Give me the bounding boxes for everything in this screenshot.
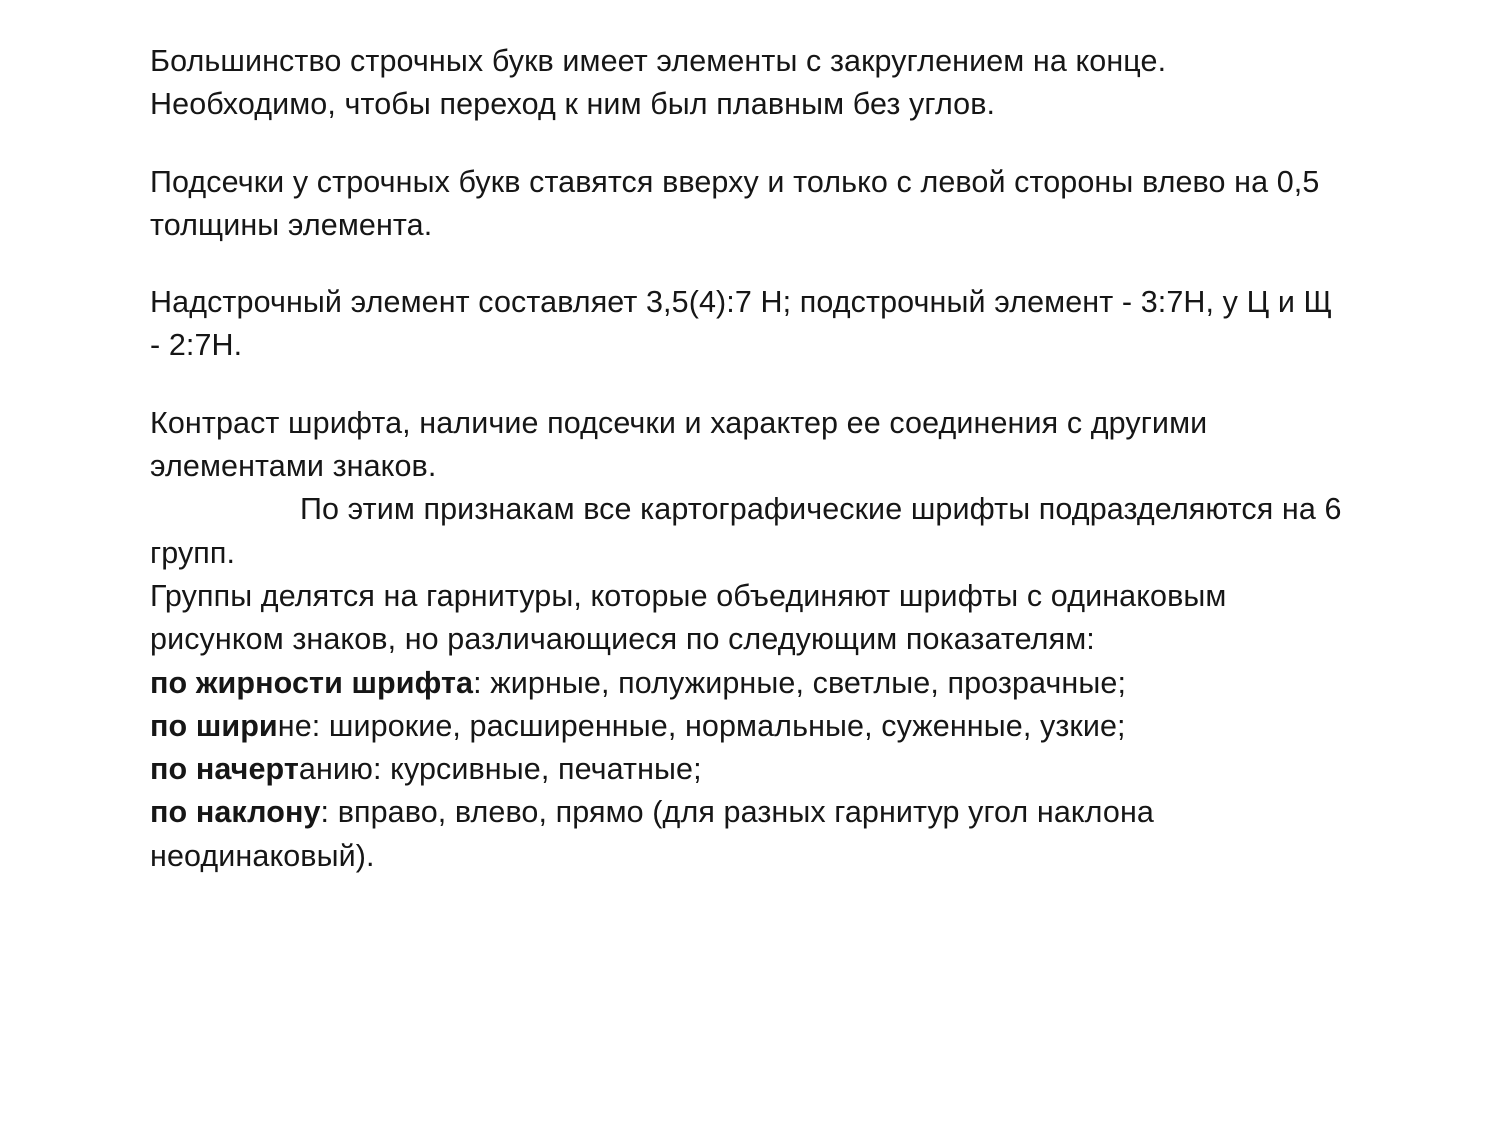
criterion-width-values: не: широкие, расширенные, нормальные, суженные, узкие; [277,708,1126,743]
criterion-slant-values: : вправо, влево, прямо (для разных гарнитур угол наклона неодинаковый). [150,795,1154,873]
paragraph-ascender-descender: Надстрочный элемент составляет 3,5(4):7 Н; подстрочный элемент - 3:7Н, у Ц и Щ - 2:7Н. [150,285,1333,363]
criterion-style-label: по начерт [150,752,299,787]
groups-count-text: По этим признакам все картографические шрифты подразделяются на 6 групп. [150,492,1342,570]
criterion-slant [150,791,1350,878]
paragraph-groups-count [150,488,1350,575]
criterion-slant-label: по наклону [150,795,321,830]
paragraph-serifs: Подсечки у строчных букв ставятся вверху и только с левой стороны влево на 0,5 толщины элемента. [150,164,1320,242]
paragraph-groups-intro: Группы делятся на гарнитуры, которые объединяют шрифты с одинаковым рисунком знаков, но различающиеся по следующим показателям: [150,578,1227,657]
paragraph-contrast: Контраст шрифта, наличие подсечки и характер ее соединения с другими элементами знаков. [150,405,1208,484]
criterion-width-label: по шири [150,708,278,743]
criterion-weight [150,662,1350,705]
criterion-weight-values: : жирные, полужирные, светлые, прозрачные; [473,665,1127,700]
criterion-style [150,748,1350,791]
paragraph-rounded-elements: Большинство строчных букв имеет элементы с закруглением на конце. Необходимо, чтобы переход к ним был плавным без углов. [150,44,1167,122]
slide-body [150,40,1350,878]
criterion-weight-label: по жирности шрифта [150,665,474,700]
criterion-style-values: анию: курсивные, печатные; [298,752,702,787]
criterion-width [150,705,1350,748]
